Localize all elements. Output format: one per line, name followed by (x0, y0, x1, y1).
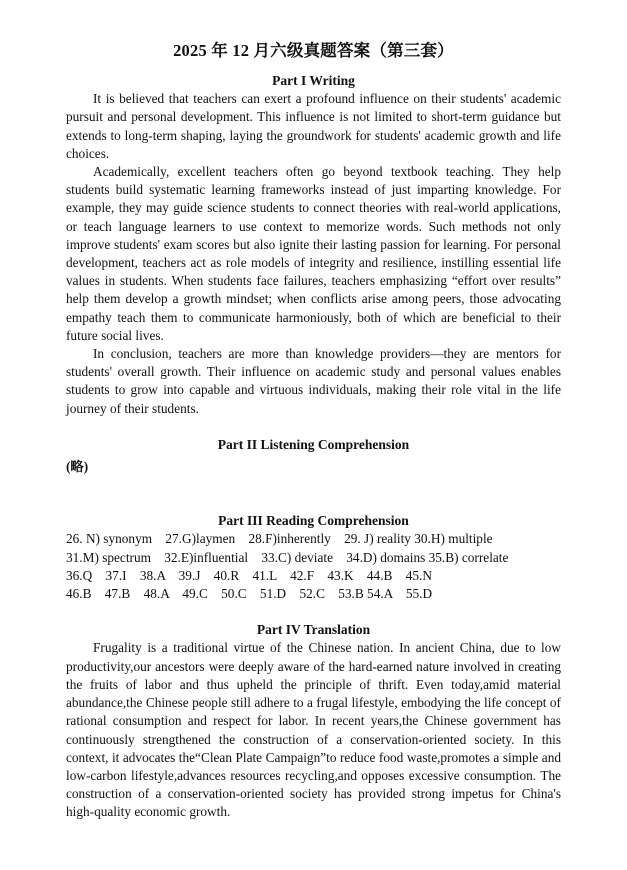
reading-section (66, 512, 561, 603)
document-title: 2025 年 12 月六级真题答案（第三套） (173, 41, 454, 60)
translation-section (66, 621, 561, 821)
writing-paragraph-3: In conclusion, teachers are more than knowledge providers—they are mentors for students' overall growth. Their influence on academic study and personal values enables students to grow into capable and virtuous individuals, making their role vital in the life journey of their students. (66, 346, 561, 416)
translation-heading: Part IV Translation (256, 622, 371, 638)
writing-paragraph-2: Academically, excellent teachers often go beyond textbook teaching. They help students build systematic learning frameworks instead of just imparting knowledge. For example, they may guide science students to connect theories with real-world applications, or teach language learners to use context to memorize words. Such methods not only improve students' exam scores but also ignite their lasting passion for learning. For personal development, teachers act as role models of integrity and resilience, instilling essential life values in students. When students face failures, teachers emphasizing “effort over results” help them develop a growth mindset; when conflicts arise among peers, those advocating empathy teach them to communicate harmoniously, both of which are beneficial to their future social lives. (66, 164, 561, 343)
reading-answers (66, 530, 561, 603)
reading-heading: Part III Reading Comprehension (218, 513, 409, 529)
translation-paragraph: Frugality is a traditional virtue of the Chinese nation. In ancient China, due to low productivity,our ancestors were deeply aware of the hard-earned nature involved in creating the fruits of labor and thus upheld the principle of thrift. Even today,amid material abundance,the Chinese people still adhere to a frugal lifestyle, embodying the life concept of rational consumption and respect for labor. In recent years,the Chinese government has continuously strengthened the construction of a conservation-oriented society. In this context, it advocates the“Clean Plate Campaign”to reduce food waste,promotes a simple and low-carbon lifestyle,advances resources recycling,and opposes excessive consumption. The construction of a conservation-oriented society has provided strong impetus for China's high-quality economic growth. (66, 640, 561, 820)
answer-line: 36.Q 37.I 38.A 39.J 40.R 41.L 42.F 43.K 44.B 45.N (66, 567, 432, 583)
writing-paragraph-1: It is believed that teachers can exert a profound influence on their students' academic pursuit and personal development. This influence is not limited to short-term guidance but extends to long-term shaping, laying the groundwork for students' academic growth and life choices. (66, 91, 561, 161)
writing-heading: Part I Writing (272, 73, 355, 88)
listening-note: (略) (66, 459, 89, 475)
listening-heading: Part II Listening Comprehension (217, 436, 410, 452)
answer-line: 31.M) spectrum 32.E)influential 33.C) deviate 34.D) domains 35.B) correlate (66, 549, 509, 565)
listening-section (66, 436, 561, 476)
answer-line: 26. N) synonym 27.G)laymen 28.F)inherently 29. J) reality 30.H) multiple (66, 531, 493, 547)
writing-section (66, 72, 561, 418)
answer-line: 46.B 47.B 48.A 49.C 50.C 51.D 52.C 53.B 54.A 55.D (66, 586, 433, 602)
